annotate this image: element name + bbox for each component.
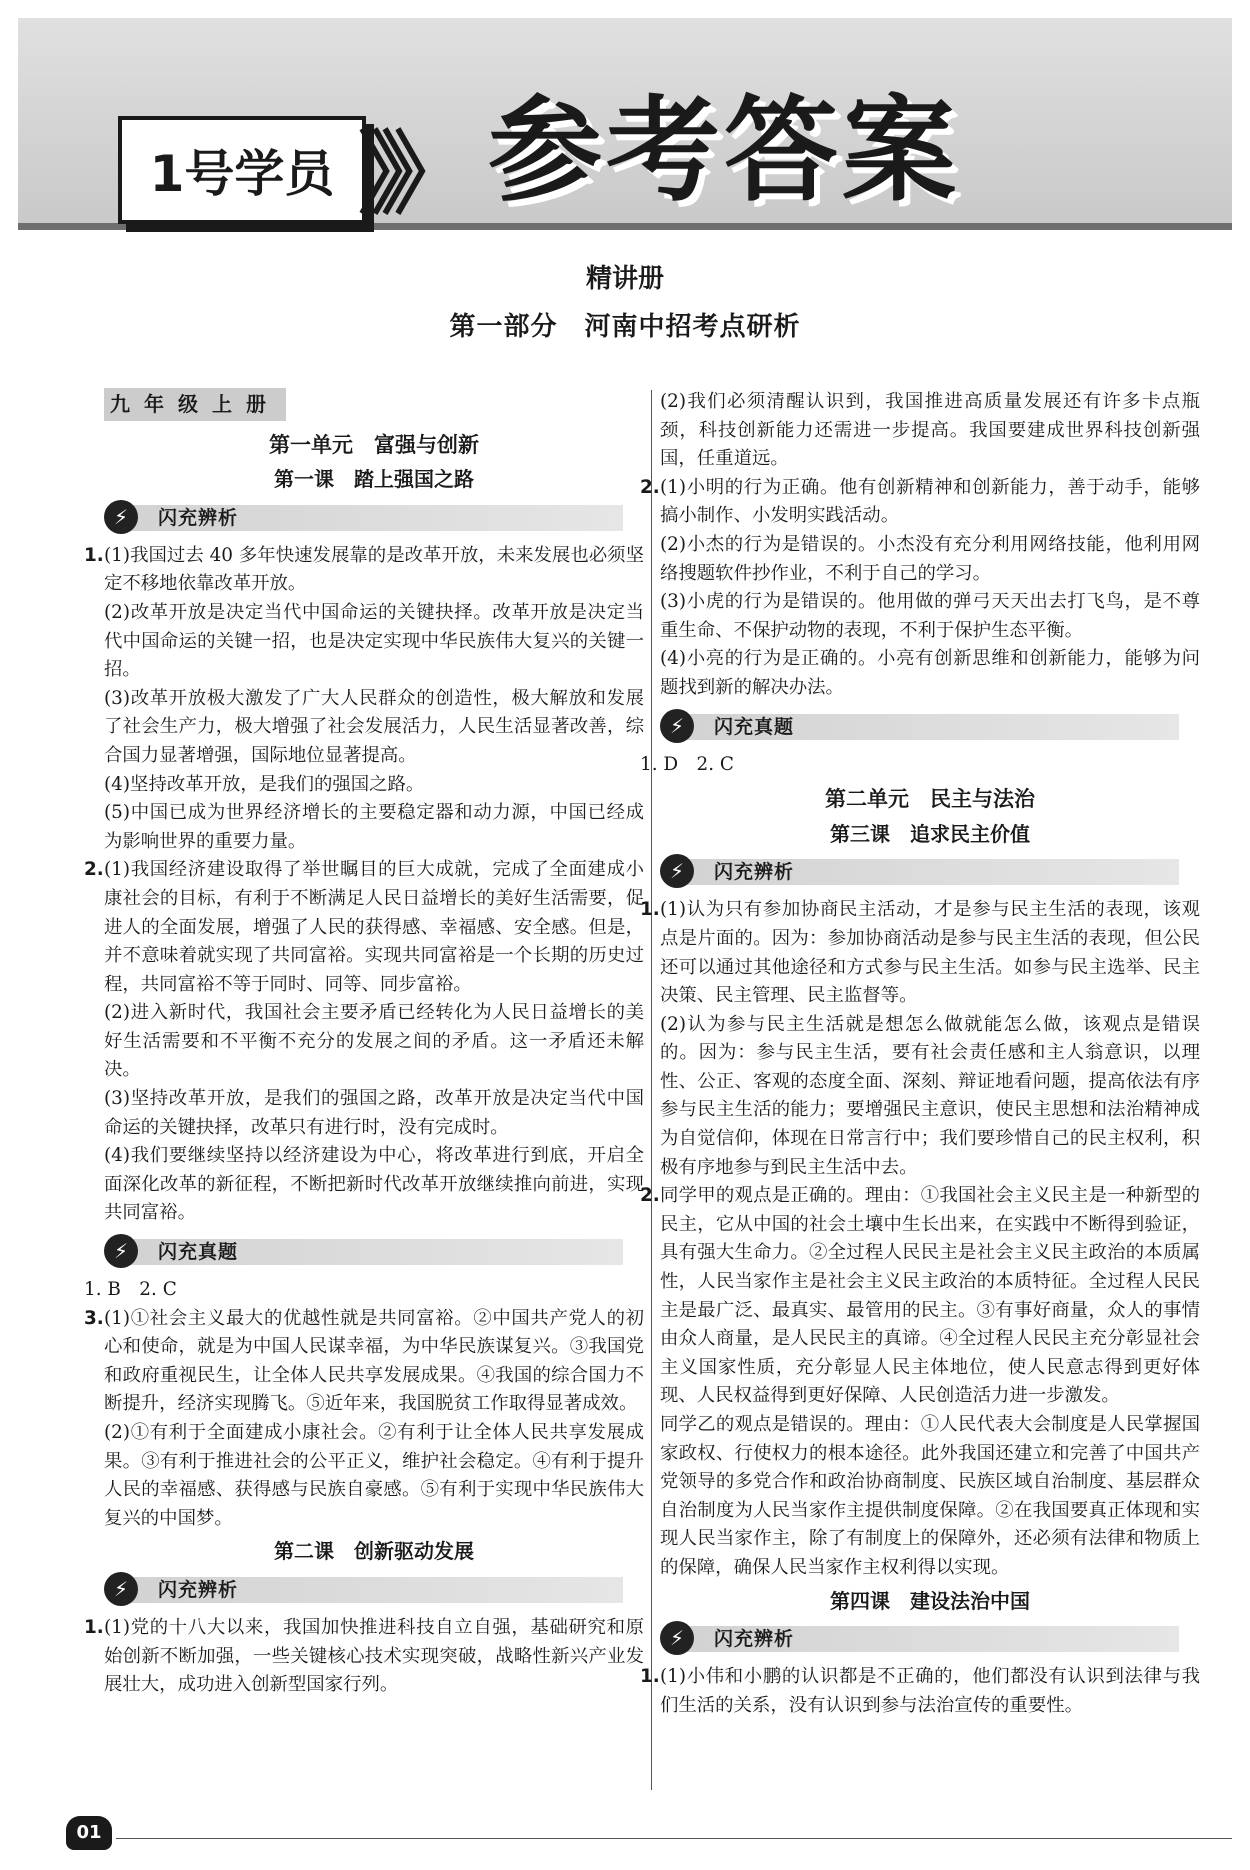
answer-text: (4)我们要继续坚持以经济建设为中心，将改革进行到底，开启全面深化改革的新征程，不断把新时代改革开放继续推向前进，实现共同富裕。 <box>104 1145 644 1224</box>
question-block <box>84 542 644 857</box>
question-number: 1. <box>640 899 660 921</box>
answer-text: (1)我国过去 40 多年快速发展靠的是改革开放，未来发展也必须坚定不移地依靠改革开放。 <box>104 544 644 595</box>
lightning-icon: ⚡ <box>104 1234 138 1268</box>
lesson-heading: 第三课 追求民主价值 <box>830 821 1030 846</box>
section-label: 闪充辨析 <box>158 1578 239 1601</box>
section-header <box>660 1621 1200 1657</box>
answer-text: (5)中国已成为世界经济增长的主要稳定器和动力源，中国已经成为影响世界的重要力量。 <box>104 802 644 852</box>
unit-heading: 第二单元 民主与法治 <box>825 787 1035 812</box>
answer-text: 同学乙的观点是错误的。理由：①人民代表大会制度是人民掌握国家政权、行使权力的根本途径。此外我国还建立和完善了中国共产党领导的多党合作和政治协商制度、民族区域自治制度、基层群众自治制度为人民当家作主提供制度保障。②在我国要真正体现和实现人民当家作主，除了有制度上的保障外，还必须有法律和物质上的保障，确保人民当家作主权利得以实现。 <box>660 1414 1200 1578</box>
answer-text: (1)小明的行为正确。他有创新精神和创新能力，善于动手，能够搞小制作、小发明实践活动。 <box>660 476 1200 527</box>
chevron-icon: 》》 <box>358 122 449 227</box>
lightning-icon: ⚡ <box>660 709 694 743</box>
section-label: 闪充辨析 <box>714 1628 795 1651</box>
part-title: 第一部分 河南中招考点研析 <box>449 312 801 342</box>
answer-text: (2)小杰的行为是错误的。小杰没有充分利用网络技能，他利用网络搜题软件抄作业，不利于自己的学习。 <box>660 533 1200 584</box>
answer-text: (1)党的十八大以来，我国加快推进科技自立自强，基础研究和原始创新不断加强，一些关键核心技术实现突破，战略性新兴产业发展壮大，成功进入创新型国家行列。 <box>104 1616 644 1696</box>
lesson-heading: 第四课 建设法治中国 <box>830 1588 1030 1613</box>
header-banner <box>18 18 1232 230</box>
answer-text: (4)小亮的行为是正确的。小亮有创新思维和创新能力，能够为问题找到新的解决办法。 <box>660 648 1200 698</box>
column-divider <box>651 390 652 1790</box>
section-header <box>104 1234 644 1270</box>
left-column <box>84 384 644 1700</box>
answer-text: (3)改革开放极大激发了广大人民群众的创造性，极大解放和发展了社会生产力，极大增强了社会发展活力，人民生活显著改善，综合国力显著增强，国际地位显著提高。 <box>104 687 644 766</box>
section-header <box>660 854 1200 890</box>
answer-text: (2)改革开放是决定当代中国命运的关键抉择。改革开放是决定当代中国命运的关键一招，也是决定实现中华民族伟大复兴的关键一招。 <box>104 601 644 681</box>
book-title: 精讲册 <box>585 264 664 294</box>
answer-text: (1)我国经济建设取得了举世瞩目的巨大成就，完成了全面建成小康社会的目标，有利于不断满足人民日益增长的美好生活需要，促进人的全面发展，增强了人民的获得感、幸福感、安全感。但是，并不意味着就实现了共同富裕。实现共同富裕是一个长期的历史过程，共同富裕不等于同时、同等、同步富裕。 <box>104 859 644 995</box>
answer-text: (1)小伟和小鹏的认识都是不正确的，他们都没有认识到法律与我们生活的关系，没有认识到参与法治宣传的重要性。 <box>660 1666 1200 1716</box>
section-header <box>104 500 644 536</box>
question-block <box>84 1614 644 1700</box>
section-label: 闪充辨析 <box>158 506 239 529</box>
brand-logo: 1号学员 <box>118 116 366 224</box>
answer-text: (1)①社会主义最大的优越性就是共同富裕。②中国共产党人的初心和使命，就是为中国人民谋幸福，为中华民族谋复兴。③我国党和政府重视民生，让全体人民共享发展成果。④我国的综合国力不断提升，经济实现腾飞。⑤近年来，我国脱贫工作取得显著成效。 <box>104 1307 644 1415</box>
answer-text: 同学甲的观点是正确的。理由：①我国社会主义民主是一种新型的民主，它从中国的社会土壤中生长出来，在实践中不断得到验证，具有强大生命力。②全过程人民民主是社会主义民主政治的本质属性，人民当家作主是社会主义民主政治的本质特征。全过程人民民主是最广泛、最真实、最管用的民主。③有事好商量，众人的事情由众人商量，是人民民主的真谛。④全过程人民民主充分彰显社会主义国家性质，充分彰显人民主体地位，使人民意志得到更好体现、人民权益得到更好保障、人民创造活力进一步激发。 <box>660 1185 1200 1407</box>
question-number: 1. <box>84 544 104 566</box>
section-label: 闪充真题 <box>714 715 795 738</box>
answer-text: (2)认为参与民主生活就是想怎么做就能怎么做，该观点是错误的。因为：参与民主生活，要有社会责任感和主人翁意识，以理性、公正、客观的态度全面、深刻、辩证地看问题，提高依法有序参与民主生活的能力；要增强民主意识，使民主思想和法治精神成为自觉信仰，体现在日常言行中；我们要珍惜自己的民主权利，积极有序地参与到民主生活中去。 <box>660 1013 1200 1178</box>
mc-answers: 1. D 2. C <box>640 753 734 775</box>
question-number: 1. <box>640 1666 660 1688</box>
question-block <box>84 856 644 1228</box>
grade-label: 九年级上册 <box>104 388 286 421</box>
answer-text: (1)认为只有参加协商民主活动，才是参与民主生活的表现，该观点是片面的。因为：参加协商活动是参与民主生活的表现，但公民还可以通过其他途径和方式参与民主生活。如参与民主选举、民主决策、民主管理、民主监督等。 <box>660 899 1200 1007</box>
section-label: 闪充辨析 <box>714 861 795 884</box>
section-header <box>660 709 1200 745</box>
question-block <box>640 1182 1200 1582</box>
lightning-icon: ⚡ <box>660 854 694 888</box>
question-number: 2. <box>640 1185 660 1207</box>
question-number: 3. <box>84 1307 104 1329</box>
unit-heading: 第一单元 富强与创新 <box>269 432 479 457</box>
right-column <box>640 388 1200 1720</box>
question-number: 1. <box>84 1616 104 1638</box>
footer-line <box>116 1838 1232 1839</box>
question-block <box>84 1305 644 1534</box>
lesson-heading: 第二课 创新驱动发展 <box>274 1539 474 1564</box>
question-number: 2. <box>84 859 104 881</box>
page-number: 01 <box>66 1816 112 1850</box>
question-block <box>640 896 1200 1182</box>
answer-text: (2)我们必须清醒认识到，我国推进高质量发展还有许多卡点瓶颈，科技创新能力还需进一步提高。我国要建成世界科技创新强国，任重道远。 <box>660 391 1200 470</box>
answer-text: (3)坚持改革开放，是我们的强国之路，改革开放是决定当代中国命运的关键抉择，改革只有进行时，没有完成时。 <box>104 1088 644 1138</box>
answer-text: (2)①有利于全面建成小康社会。②有利于让全体人民共享发展成果。③有利于推进社会的公平正义，维护社会稳定。④有利于提升人民的幸福感、获得感与民族自豪感。⑤有利于实现中华民族伟大复兴的中国梦。 <box>104 1422 644 1529</box>
answer-text: (3)小虎的行为是错误的。他用做的弹弓天天出去打飞鸟，是不尊重生命、不保护动物的表现，不利于保护生态平衡。 <box>660 591 1200 641</box>
answer-text: (4)坚持改革开放，是我们的强国之路。 <box>104 773 425 795</box>
section-label: 闪充真题 <box>158 1241 239 1264</box>
section-header <box>104 1572 644 1608</box>
lesson-heading: 第一课 踏上强国之路 <box>274 467 474 492</box>
question-block <box>640 474 1200 703</box>
page-title: 参考答案 <box>488 84 961 217</box>
answer-text: (2)进入新时代，我国社会主要矛盾已经转化为人民日益增长的美好生活需要和不平衡不充分的发展之间的矛盾。这一矛盾还未解决。 <box>104 1002 644 1081</box>
question-number: 2. <box>640 476 660 498</box>
lightning-icon: ⚡ <box>104 1572 138 1606</box>
question-block <box>640 1663 1200 1720</box>
mc-answers: 1. B 2. C <box>84 1279 177 1301</box>
lightning-icon: ⚡ <box>104 500 138 534</box>
lightning-icon: ⚡ <box>660 1621 694 1655</box>
